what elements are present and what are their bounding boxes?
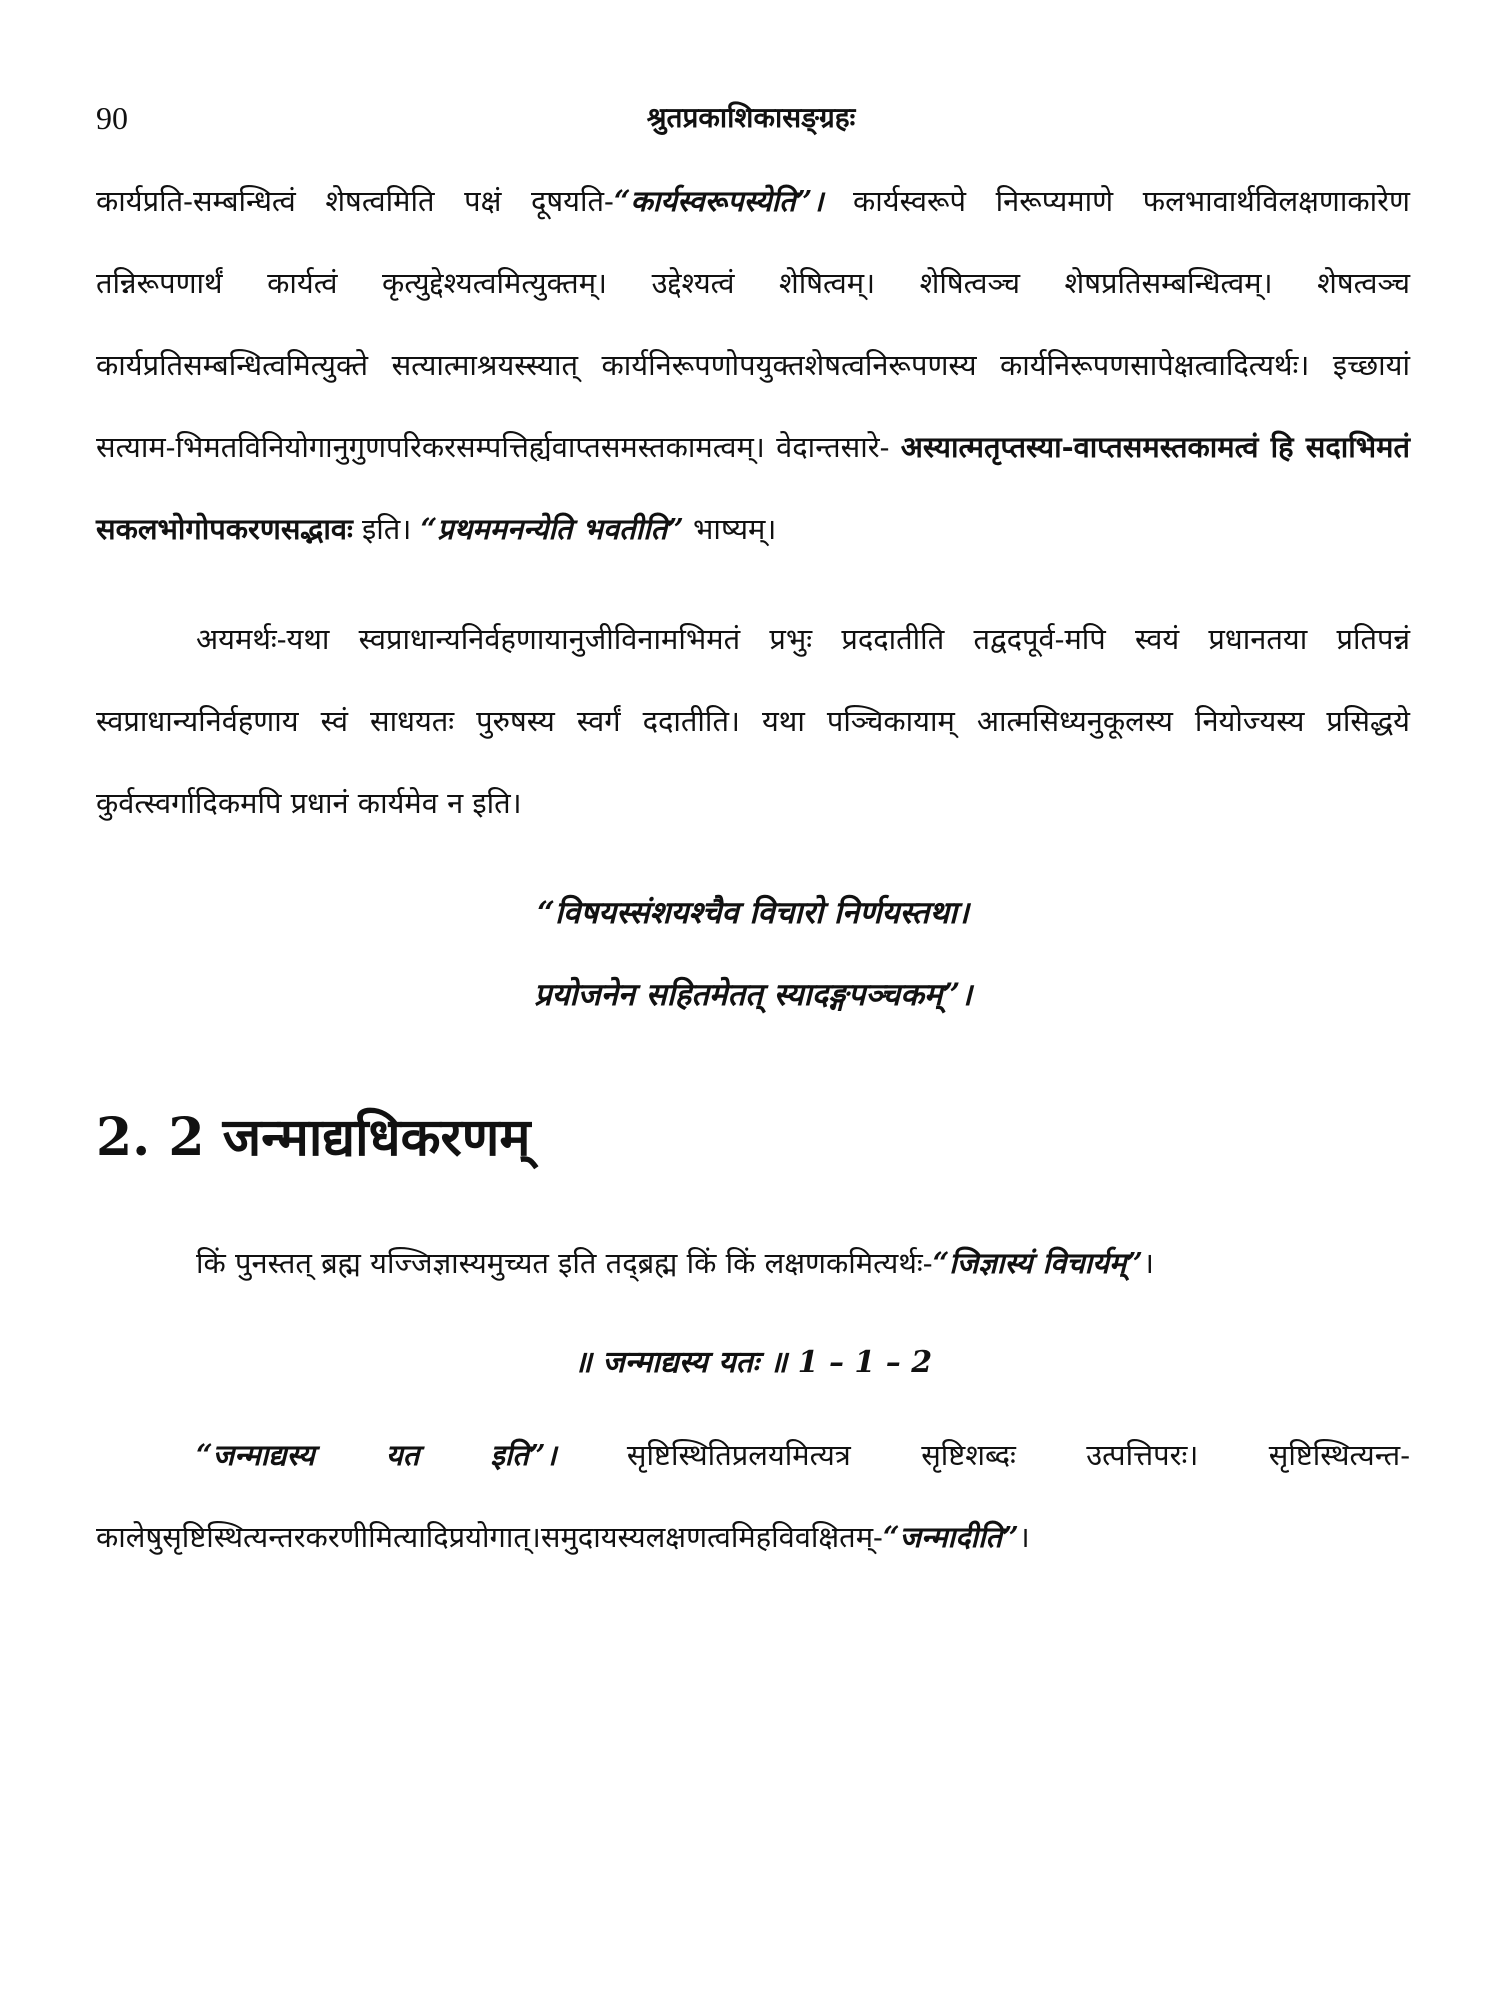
page-number: 90 (96, 100, 128, 136)
paragraph-1 (96, 160, 1410, 570)
paragraph-4 (96, 1414, 1410, 1578)
paragraph-3-text-b: । (1143, 1246, 1154, 1280)
quote-karyasvarupasyeti: “कार्यस्वरूपस्येति”। (613, 184, 824, 218)
paragraph-1-text-c: इति। (352, 512, 421, 546)
section-heading: 2. 2 जन्माद्यधिकरणम् (96, 1107, 531, 1168)
paragraph-4-text-b: । (1018, 1520, 1030, 1554)
page-header (96, 96, 1406, 140)
verse-line-1: “विषयस्संशयश्चैव विचारो निर्णयस्तथा। (537, 895, 969, 931)
verse-line-2: प्रयोजनेन सहितमेतत् स्यादङ्गपञ्चकम्”। (533, 977, 973, 1013)
sutra-line: ॥ जन्माद्यस्य यतः ॥ 1 – 1 – 2 (573, 1345, 933, 1380)
paragraph-3-text-a: किं पुनस्तत् ब्रह्म यज्जिज्ञास्यमुच्यत इति तद्ब्रह्म किं किं लक्षणकमित्यर्थः- (196, 1246, 933, 1280)
quote-prathamam: “प्रथममनन्येति भवतीति” (420, 512, 684, 546)
paragraph-1-text-d: भाष्यम्। (683, 512, 777, 546)
vedantasara-quote: अस्यात्मतृप्तस्या-वाप्तसमस्तकामत्वं हि सदाभिमतं सकलभोगोपकरणसद्भावः (96, 430, 1411, 546)
quote-janmaditi: “जन्मादीति” (882, 1520, 1019, 1554)
paragraph-4-text-a: सृष्टिस्थितिप्रलयमित्यत्र सृष्टिशब्दः उत्पत्तिपरः। सृष्टिस्थित्यन्त-कालेषुसृष्टिस्थित्यन्तरकरणीमित्यादिप्रयोगात्।समुदायस्यलक्षणत्वमिहविवक्षितम्- (96, 1438, 1411, 1554)
quote-janmadyasya: “जन्माद्यस्य यत इति”। (196, 1438, 557, 1472)
page-body (96, 160, 1410, 1578)
paragraph-2: अयमर्थः-यथा स्वप्राधान्यनिर्वहणायानुजीविनामभिमतं प्रभुः प्रददातीति तद्वदपूर्व-मपि स्वयं प्रधानतया प्रतिपन्नं स्वप्राधान्यनिर्वहणाय स्वं साधयतः पुरुषस्य स्वर्गं ददातीति। यथा पञ्चिकायाम् आत्मसिध्यनुकूलस्य नियोज्यस्य प्रसिद्धये कुर्वत्स्वर्गादिकमपि प्रधानं कार्यमेव न इति। (96, 622, 1410, 820)
paragraph-1-text-b: कार्यस्वरूपे निरूप्यमाणे फलभावार्थविलक्षणाकारेण तन्निरूपणार्थं कार्यत्वं कृत्युद्देश्यत्वमित्युक्तम्। उद्देश्यत्वं शेषित्वम्। शेषित्वञ्च शेषप्रतिसम्बन्धित्वम्। शेषत्वञ्च कार्यप्रतिसम्बन्धित्वमित्युक्ते सत्यात्माश्रयस्स्यात् कार्यनिरूपणोपयुक्तशेषत्वनिरूपणस्य कार्यनिरूपणसापेक्षत्वादित्यर्थः। इच्छायां सत्याम-भिमतविनियोगानुगुणपरिकरसम्पत्तिर्ह्यवाप्तसमस्तकामत्वम्। वेदान्तसारे- (96, 184, 1410, 464)
paragraph-3 (96, 1222, 1410, 1304)
paragraph-1-text-a: कार्यप्रति-सम्बन्धित्वं शेषत्वमिति पक्षं दूषयति- (96, 184, 614, 218)
running-title: श्रुतप्रकाशिकासङ्ग्रहः (646, 101, 856, 134)
quote-jijnasyam: “जिज्ञास्यं विचार्यम्” (932, 1246, 1143, 1280)
